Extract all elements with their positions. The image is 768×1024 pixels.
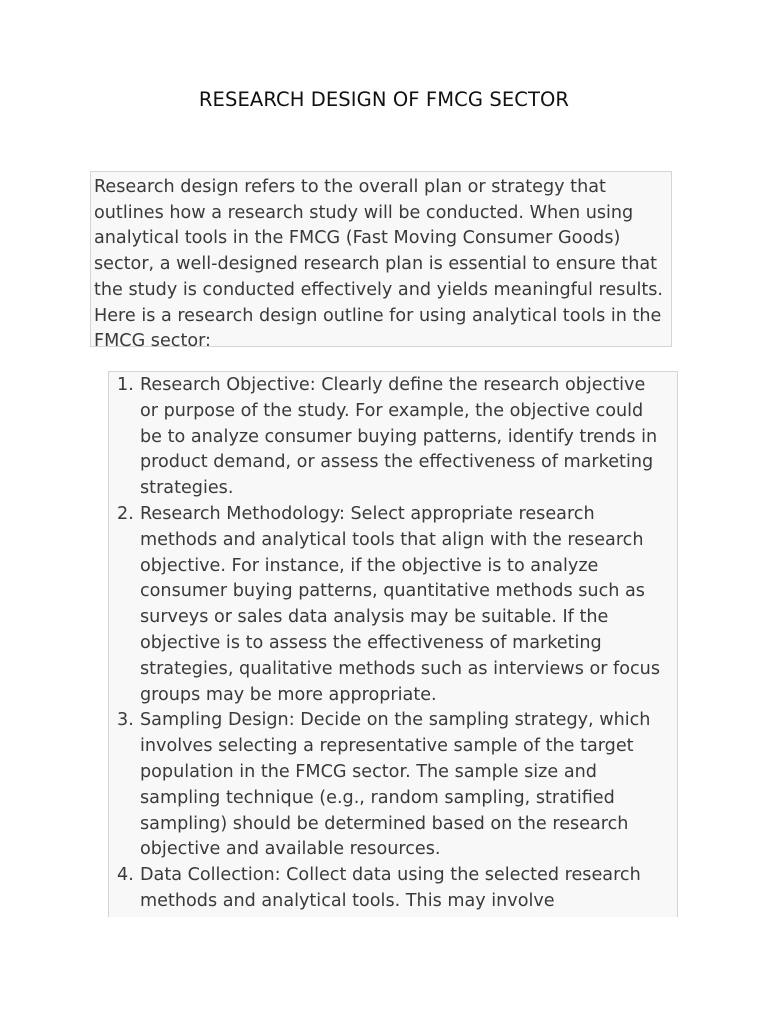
list-item-line: Research Methodology: Select appropriate research [140, 503, 595, 524]
list-item-number: 3. [117, 710, 134, 731]
page-title: RESEARCH DESIGN OF FMCG SECTOR [198, 88, 570, 111]
list-item-line: consumer buying patterns, quantitative methods such as [140, 581, 645, 602]
list-item [109, 502, 677, 708]
list-item-line: surveys or sales data analysis may be suitable. If the [140, 607, 609, 628]
list-item [109, 863, 677, 915]
intro-line: Here is a research design outline for using analytical tools in the [94, 305, 662, 326]
list-item-line: sampling) should be determined based on the research [140, 813, 629, 834]
list-item-line: strategies. [140, 478, 234, 499]
research-steps-list [108, 371, 678, 917]
list-item-line: Data Collection: Collect data using the selected research [140, 865, 641, 886]
intro-line: the study is conducted effectively and yields meaningful results. [94, 279, 664, 300]
list-item [109, 708, 677, 863]
list-item-number: 4. [117, 865, 134, 886]
list-item-line: or purpose of the study. For example, the objective could [140, 400, 644, 421]
list-item-line: objective and available resources. [140, 839, 441, 860]
list-item-line: objective is to assess the effectiveness of marketing [140, 632, 602, 653]
list-item-line: product demand, or assess the effectiveness of marketing [140, 452, 654, 473]
list-item-line: involves selecting a representative sample of the target [140, 736, 634, 757]
intro-line: Research design refers to the overall plan or strategy that [94, 177, 606, 197]
list-item-line: population in the FMCG sector. The sample size and [140, 761, 597, 782]
list-item-number: 2. [117, 503, 134, 524]
list-item-number: 1. [117, 375, 134, 395]
intro-line: sector, a well-designed research plan is essential to ensure that [94, 254, 658, 275]
intro-line: outlines how a research study will be conducted. When using [94, 202, 634, 223]
list-item-line: Research Objective: Clearly define the research objective [140, 375, 646, 395]
list-item-line: methods and analytical tools that align with the research [140, 529, 644, 550]
list-item-line: strategies, qualitative methods such as interviews or focus [140, 658, 660, 679]
list-item-line: methods and analytical tools. This may involve [140, 890, 555, 911]
list-item-line: sampling technique (e.g., random sampling, stratified [140, 787, 615, 808]
list-item-line: Sampling Design: Decide on the sampling strategy, which [140, 710, 651, 731]
intro-line: FMCG sector: [94, 331, 211, 352]
intro-line: analytical tools in the FMCG (Fast Moving Consumer Goods) [94, 228, 621, 249]
intro-paragraph [90, 171, 672, 352]
list-item-line: be to analyze consumer buying patterns, identify trends in [140, 426, 658, 447]
list-item [109, 373, 677, 502]
list-item-line: objective. For instance, if the objective is to analyze [140, 555, 599, 576]
list-item-line: groups may be more appropriate. [140, 684, 437, 705]
